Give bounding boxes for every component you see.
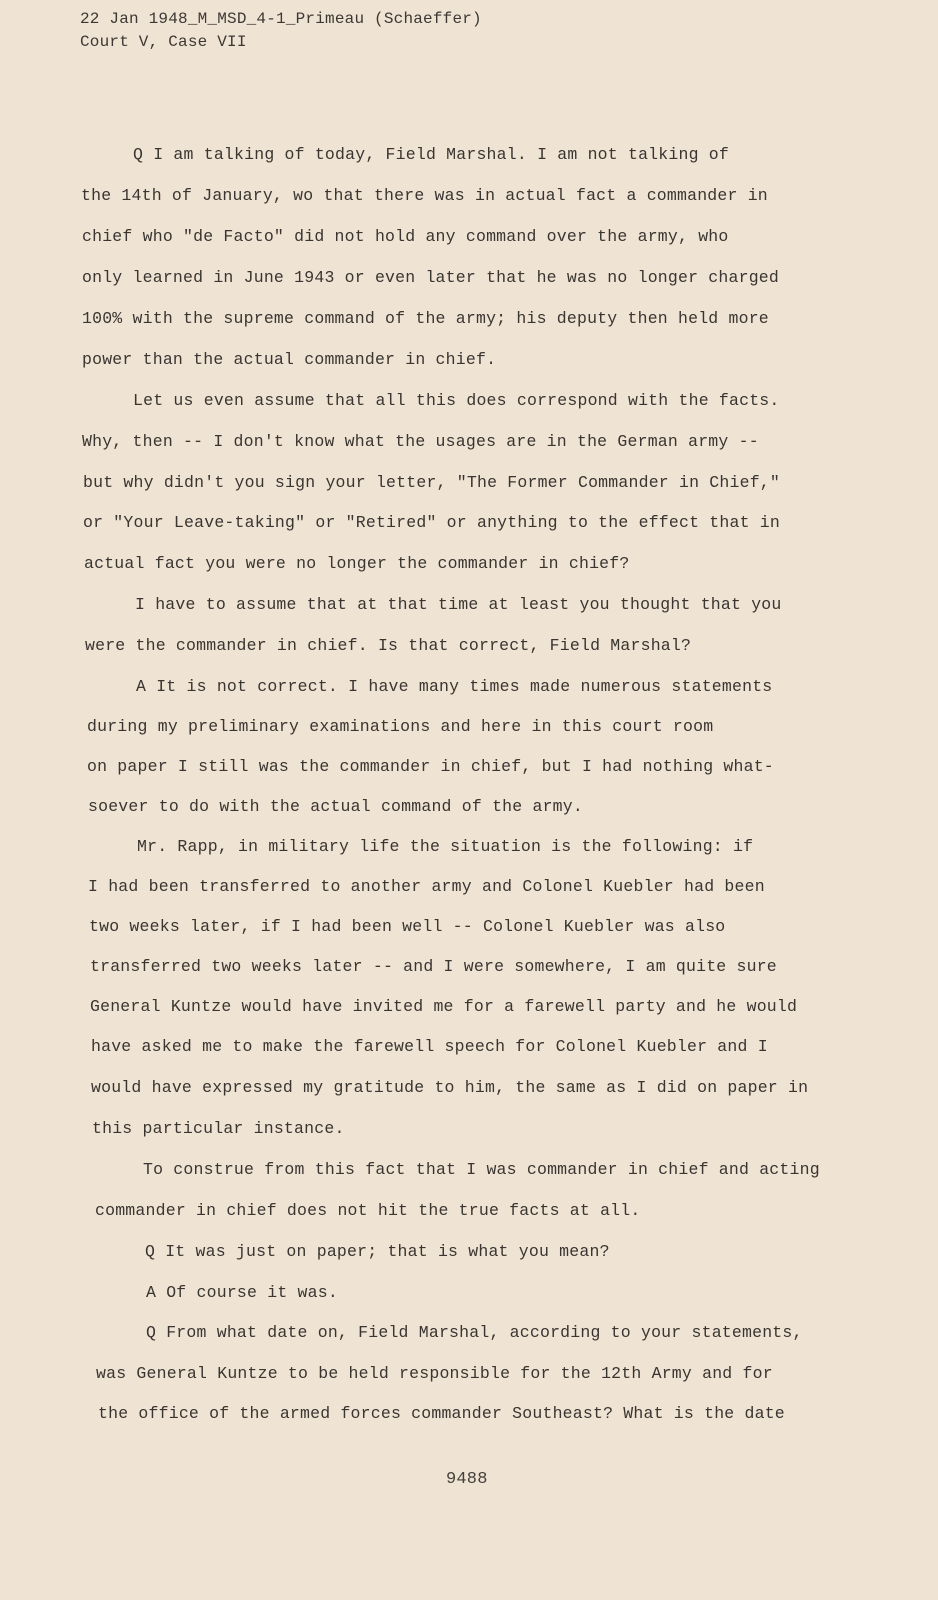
text-line: on paper I still was the commander in chief, but I had nothing what- bbox=[87, 757, 774, 776]
text-line: Mr. Rapp, in military life the situation is the following: if bbox=[137, 837, 754, 856]
text-line: only learned in June 1943 or even later that he was no longer charged bbox=[82, 268, 780, 287]
text-line: or "Your Leave-taking" or "Retired" or anything to the effect that in bbox=[83, 513, 781, 532]
text-line: Let us even assume that all this does correspond with the facts. bbox=[133, 391, 780, 410]
text-line: were the commander in chief. Is that correct, Field Marshal? bbox=[85, 636, 692, 655]
text-line: A Of course it was. bbox=[146, 1283, 338, 1302]
document-header bbox=[80, 8, 482, 54]
text-line: two weeks later, if I had been well -- Colonel Kuebler was also bbox=[89, 917, 726, 936]
text-line: transferred two weeks later -- and I were somewhere, I am quite sure bbox=[90, 957, 777, 976]
text-line: would have expressed my gratitude to him, the same as I did on paper in bbox=[91, 1078, 809, 1097]
text-line: General Kuntze would have invited me for a farewell party and he would bbox=[90, 997, 798, 1016]
page-number: 9488 bbox=[446, 1470, 488, 1489]
text-line: 100% with the supreme command of the army; his deputy then held more bbox=[82, 309, 769, 328]
text-line: during my preliminary examinations and here in this court room bbox=[87, 717, 714, 736]
text-line: actual fact you were no longer the commander in chief? bbox=[84, 554, 630, 573]
text-line: commander in chief does not hit the true facts at all. bbox=[95, 1201, 641, 1220]
header-line-2: Court V, Case VII bbox=[80, 33, 247, 51]
text-line: was General Kuntze to be held responsible for the 12th Army and for bbox=[96, 1364, 773, 1383]
text-line: have asked me to make the farewell speech for Colonel Kuebler and I bbox=[91, 1037, 768, 1056]
text-line: power than the actual commander in chief. bbox=[82, 350, 497, 369]
text-line: but why didn't you sign your letter, "The Former Commander in Chief," bbox=[83, 473, 781, 492]
text-line: this particular instance. bbox=[92, 1119, 345, 1138]
text-line: soever to do with the actual command of the army. bbox=[88, 797, 583, 816]
text-line: Why, then -- I don't know what the usages are in the German army -- bbox=[82, 432, 759, 451]
text-line: Q It was just on paper; that is what you mean? bbox=[145, 1242, 610, 1261]
text-line: I have to assume that at that time at least you thought that you bbox=[135, 595, 782, 614]
text-line: To construe from this fact that I was commander in chief and acting bbox=[143, 1160, 820, 1179]
text-line: I had been transferred to another army and Colonel Kuebler had been bbox=[88, 877, 765, 896]
text-line: Q From what date on, Field Marshal, according to your statements, bbox=[146, 1323, 803, 1342]
text-line: the office of the armed forces commander Southeast? What is the date bbox=[98, 1404, 785, 1423]
text-line: chief who "de Facto" did not hold any command over the army, who bbox=[82, 227, 729, 246]
text-line: Q I am talking of today, Field Marshal. I am not talking of bbox=[133, 145, 729, 164]
header-line-1: 22 Jan 1948_M_MSD_4-1_Primeau (Schaeffer) bbox=[80, 10, 482, 28]
text-line: A It is not correct. I have many times made numerous statements bbox=[136, 677, 773, 696]
text-line: the 14th of January, wo that there was in actual fact a commander in bbox=[81, 186, 768, 205]
